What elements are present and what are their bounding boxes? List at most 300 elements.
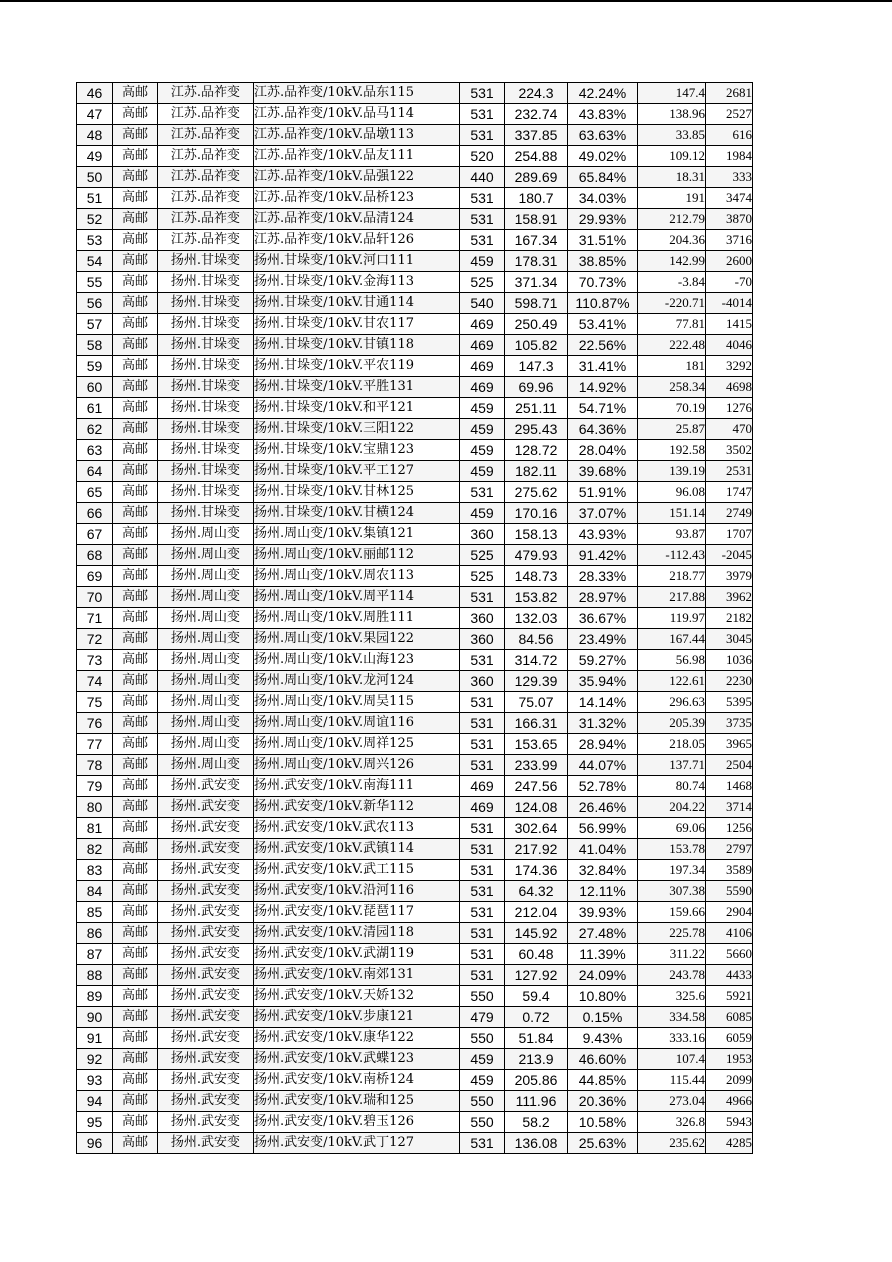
capacity-cell: 531 bbox=[460, 944, 505, 965]
substation-cell: 扬州.武安变 bbox=[158, 1028, 254, 1049]
row-number-cell: 91 bbox=[77, 1028, 113, 1049]
capacity-cell: 531 bbox=[460, 734, 505, 755]
substation-cell: 扬州.周山变 bbox=[158, 692, 254, 713]
substation-cell: 江苏.品祚变 bbox=[158, 230, 254, 251]
margin-cell: 222.48 bbox=[638, 335, 706, 356]
table-row bbox=[77, 965, 753, 986]
load-rate-cell: 43.83% bbox=[568, 104, 638, 125]
margin-cell: 142.99 bbox=[638, 251, 706, 272]
row-number-cell: 86 bbox=[77, 923, 113, 944]
district-cell: 高邮 bbox=[113, 377, 158, 398]
households-cell: 2182 bbox=[706, 608, 753, 629]
district-cell: 高邮 bbox=[113, 860, 158, 881]
substation-cell: 扬州.周山变 bbox=[158, 629, 254, 650]
district-cell: 高邮 bbox=[113, 881, 158, 902]
table-row bbox=[77, 923, 753, 944]
feeder-line-cell: 扬州.周山变/10kV.龙河124 bbox=[254, 671, 460, 692]
table-row bbox=[77, 776, 753, 797]
households-cell: 3870 bbox=[706, 209, 753, 230]
feeder-line-cell: 江苏.品祚变/10kV.品桥123 bbox=[254, 188, 460, 209]
district-cell: 高邮 bbox=[113, 944, 158, 965]
load-cell: 213.9 bbox=[505, 1049, 568, 1070]
load-rate-cell: 24.09% bbox=[568, 965, 638, 986]
table-row bbox=[77, 713, 753, 734]
capacity-cell: 469 bbox=[460, 335, 505, 356]
capacity-cell: 525 bbox=[460, 566, 505, 587]
margin-cell: 33.85 bbox=[638, 125, 706, 146]
households-cell: 2230 bbox=[706, 671, 753, 692]
substation-cell: 江苏.品祚变 bbox=[158, 125, 254, 146]
substation-cell: 扬州.甘垛变 bbox=[158, 503, 254, 524]
substation-cell: 扬州.周山变 bbox=[158, 608, 254, 629]
load-cell: 295.43 bbox=[505, 419, 568, 440]
table-row bbox=[77, 272, 753, 293]
substation-cell: 扬州.武安变 bbox=[158, 881, 254, 902]
table-row bbox=[77, 1112, 753, 1133]
margin-cell: 243.78 bbox=[638, 965, 706, 986]
table-row bbox=[77, 692, 753, 713]
table-row bbox=[77, 608, 753, 629]
row-number-cell: 65 bbox=[77, 482, 113, 503]
margin-cell: 181 bbox=[638, 356, 706, 377]
substation-cell: 江苏.品祚变 bbox=[158, 209, 254, 230]
feeder-line-cell: 扬州.武安变/10kV.武丁127 bbox=[254, 1133, 460, 1154]
feeder-line-cell: 江苏.品祚变/10kV.品墩113 bbox=[254, 125, 460, 146]
row-number-cell: 47 bbox=[77, 104, 113, 125]
row-number-cell: 72 bbox=[77, 629, 113, 650]
feeder-line-cell: 扬州.周山变/10kV.周祥125 bbox=[254, 734, 460, 755]
households-cell: 4285 bbox=[706, 1133, 753, 1154]
table-row bbox=[77, 482, 753, 503]
table-row bbox=[77, 251, 753, 272]
feeder-line-cell: 扬州.甘垛变/10kV.甘通114 bbox=[254, 293, 460, 314]
load-cell: 105.82 bbox=[505, 335, 568, 356]
margin-cell: -3.84 bbox=[638, 272, 706, 293]
load-rate-cell: 11.39% bbox=[568, 944, 638, 965]
margin-cell: 115.44 bbox=[638, 1070, 706, 1091]
households-cell: 1276 bbox=[706, 398, 753, 419]
capacity-cell: 531 bbox=[460, 755, 505, 776]
row-number-cell: 67 bbox=[77, 524, 113, 545]
load-cell: 233.99 bbox=[505, 755, 568, 776]
households-cell: 4698 bbox=[706, 377, 753, 398]
capacity-cell: 550 bbox=[460, 1112, 505, 1133]
margin-cell: 307.38 bbox=[638, 881, 706, 902]
row-number-cell: 74 bbox=[77, 671, 113, 692]
households-cell: 5943 bbox=[706, 1112, 753, 1133]
row-number-cell: 77 bbox=[77, 734, 113, 755]
feeder-line-cell: 扬州.周山变/10kV.周平114 bbox=[254, 587, 460, 608]
table-row bbox=[77, 209, 753, 230]
load-rate-cell: 0.15% bbox=[568, 1007, 638, 1028]
load-rate-cell: 26.46% bbox=[568, 797, 638, 818]
capacity-cell: 469 bbox=[460, 356, 505, 377]
households-cell: 1953 bbox=[706, 1049, 753, 1070]
district-cell: 高邮 bbox=[113, 755, 158, 776]
load-cell: 212.04 bbox=[505, 902, 568, 923]
district-cell: 高邮 bbox=[113, 986, 158, 1007]
substation-cell: 扬州.武安变 bbox=[158, 776, 254, 797]
households-cell: 3589 bbox=[706, 860, 753, 881]
district-cell: 高邮 bbox=[113, 818, 158, 839]
substation-cell: 扬州.甘垛变 bbox=[158, 482, 254, 503]
table-row bbox=[77, 755, 753, 776]
feeder-line-cell: 江苏.品祚变/10kV.品友111 bbox=[254, 146, 460, 167]
district-cell: 高邮 bbox=[113, 1091, 158, 1112]
feeder-line-cell: 扬州.周山变/10kV.周兴126 bbox=[254, 755, 460, 776]
margin-cell: 311.22 bbox=[638, 944, 706, 965]
district-cell: 高邮 bbox=[113, 503, 158, 524]
margin-cell: -220.71 bbox=[638, 293, 706, 314]
district-cell: 高邮 bbox=[113, 734, 158, 755]
substation-cell: 江苏.品祚变 bbox=[158, 146, 254, 167]
district-cell: 高邮 bbox=[113, 209, 158, 230]
capacity-cell: 459 bbox=[460, 461, 505, 482]
load-rate-cell: 28.94% bbox=[568, 734, 638, 755]
table-row bbox=[77, 734, 753, 755]
row-number-cell: 79 bbox=[77, 776, 113, 797]
table-row bbox=[77, 650, 753, 671]
feeder-line-cell: 扬州.武安变/10kV.碧玉126 bbox=[254, 1112, 460, 1133]
capacity-cell: 531 bbox=[460, 188, 505, 209]
load-rate-cell: 14.14% bbox=[568, 692, 638, 713]
capacity-cell: 550 bbox=[460, 1028, 505, 1049]
district-cell: 高邮 bbox=[113, 1007, 158, 1028]
households-cell: 1415 bbox=[706, 314, 753, 335]
table-row bbox=[77, 377, 753, 398]
margin-cell: 122.61 bbox=[638, 671, 706, 692]
district-cell: 高邮 bbox=[113, 566, 158, 587]
substation-cell: 扬州.周山变 bbox=[158, 713, 254, 734]
district-cell: 高邮 bbox=[113, 125, 158, 146]
load-rate-cell: 51.91% bbox=[568, 482, 638, 503]
district-cell: 高邮 bbox=[113, 650, 158, 671]
margin-cell: 218.05 bbox=[638, 734, 706, 755]
margin-cell: 235.62 bbox=[638, 1133, 706, 1154]
households-cell: 1256 bbox=[706, 818, 753, 839]
households-cell: 1747 bbox=[706, 482, 753, 503]
capacity-cell: 531 bbox=[460, 587, 505, 608]
households-cell: 333 bbox=[706, 167, 753, 188]
households-cell: 5660 bbox=[706, 944, 753, 965]
load-rate-cell: 31.51% bbox=[568, 230, 638, 251]
capacity-cell: 459 bbox=[460, 1049, 505, 1070]
load-cell: 51.84 bbox=[505, 1028, 568, 1049]
row-number-cell: 63 bbox=[77, 440, 113, 461]
feeder-line-cell: 扬州.武安变/10kV.武农113 bbox=[254, 818, 460, 839]
load-rate-cell: 32.84% bbox=[568, 860, 638, 881]
margin-cell: 96.08 bbox=[638, 482, 706, 503]
margin-cell: 56.98 bbox=[638, 650, 706, 671]
load-cell: 148.73 bbox=[505, 566, 568, 587]
substation-cell: 扬州.周山变 bbox=[158, 524, 254, 545]
load-cell: 250.49 bbox=[505, 314, 568, 335]
district-cell: 高邮 bbox=[113, 587, 158, 608]
margin-cell: 197.34 bbox=[638, 860, 706, 881]
capacity-cell: 459 bbox=[460, 440, 505, 461]
capacity-cell: 531 bbox=[460, 230, 505, 251]
load-cell: 205.86 bbox=[505, 1070, 568, 1091]
load-cell: 302.64 bbox=[505, 818, 568, 839]
feeder-line-cell: 扬州.周山变/10kV.周胜111 bbox=[254, 608, 460, 629]
households-cell: 2099 bbox=[706, 1070, 753, 1091]
row-number-cell: 62 bbox=[77, 419, 113, 440]
margin-cell: 334.58 bbox=[638, 1007, 706, 1028]
capacity-cell: 531 bbox=[460, 860, 505, 881]
margin-cell: 70.19 bbox=[638, 398, 706, 419]
load-cell: 69.96 bbox=[505, 377, 568, 398]
district-cell: 高邮 bbox=[113, 1049, 158, 1070]
substation-cell: 扬州.甘垛变 bbox=[158, 293, 254, 314]
load-cell: 224.3 bbox=[505, 83, 568, 104]
load-cell: 136.08 bbox=[505, 1133, 568, 1154]
margin-cell: 119.97 bbox=[638, 608, 706, 629]
substation-cell: 扬州.武安变 bbox=[158, 986, 254, 1007]
load-rate-cell: 52.78% bbox=[568, 776, 638, 797]
capacity-cell: 360 bbox=[460, 629, 505, 650]
load-cell: 58.2 bbox=[505, 1112, 568, 1133]
load-cell: 167.34 bbox=[505, 230, 568, 251]
capacity-cell: 531 bbox=[460, 482, 505, 503]
households-cell: 470 bbox=[706, 419, 753, 440]
feeder-line-cell: 扬州.武安变/10kV.瑞和125 bbox=[254, 1091, 460, 1112]
row-number-cell: 85 bbox=[77, 902, 113, 923]
feeder-line-cell: 扬州.周山变/10kV.周农113 bbox=[254, 566, 460, 587]
margin-cell: 333.16 bbox=[638, 1028, 706, 1049]
substation-cell: 扬州.武安变 bbox=[158, 1007, 254, 1028]
load-cell: 247.56 bbox=[505, 776, 568, 797]
load-cell: 178.31 bbox=[505, 251, 568, 272]
feeder-line-cell: 江苏.品祚变/10kV.品强122 bbox=[254, 167, 460, 188]
row-number-cell: 58 bbox=[77, 335, 113, 356]
margin-cell: 151.14 bbox=[638, 503, 706, 524]
feeder-line-cell: 扬州.武安变/10kV.清园118 bbox=[254, 923, 460, 944]
feeder-line-cell: 扬州.甘垛变/10kV.宝鼎123 bbox=[254, 440, 460, 461]
table-row bbox=[77, 146, 753, 167]
margin-cell: 147.4 bbox=[638, 83, 706, 104]
table-row bbox=[77, 860, 753, 881]
feeder-line-cell: 扬州.武安变/10kV.步康121 bbox=[254, 1007, 460, 1028]
load-rate-cell: 29.93% bbox=[568, 209, 638, 230]
load-rate-cell: 46.60% bbox=[568, 1049, 638, 1070]
feeder-line-cell: 扬州.甘垛变/10kV.和平121 bbox=[254, 398, 460, 419]
table-row bbox=[77, 335, 753, 356]
district-cell: 高邮 bbox=[113, 83, 158, 104]
district-cell: 高邮 bbox=[113, 146, 158, 167]
capacity-cell: 520 bbox=[460, 146, 505, 167]
capacity-cell: 360 bbox=[460, 671, 505, 692]
table-row bbox=[77, 881, 753, 902]
margin-cell: 258.34 bbox=[638, 377, 706, 398]
district-cell: 高邮 bbox=[113, 1070, 158, 1091]
row-number-cell: 70 bbox=[77, 587, 113, 608]
row-number-cell: 54 bbox=[77, 251, 113, 272]
table-row bbox=[77, 587, 753, 608]
district-cell: 高邮 bbox=[113, 1133, 158, 1154]
feeder-line-cell: 江苏.品祚变/10kV.品东115 bbox=[254, 83, 460, 104]
households-cell: 2904 bbox=[706, 902, 753, 923]
feeder-line-cell: 扬州.武安变/10kV.武湖119 bbox=[254, 944, 460, 965]
load-cell: 170.16 bbox=[505, 503, 568, 524]
load-rate-cell: 20.36% bbox=[568, 1091, 638, 1112]
table-row bbox=[77, 440, 753, 461]
load-cell: 147.3 bbox=[505, 356, 568, 377]
load-rate-cell: 44.07% bbox=[568, 755, 638, 776]
load-cell: 84.56 bbox=[505, 629, 568, 650]
row-number-cell: 96 bbox=[77, 1133, 113, 1154]
load-cell: 59.4 bbox=[505, 986, 568, 1007]
row-number-cell: 78 bbox=[77, 755, 113, 776]
margin-cell: 153.78 bbox=[638, 839, 706, 860]
margin-cell: 77.81 bbox=[638, 314, 706, 335]
row-number-cell: 53 bbox=[77, 230, 113, 251]
substation-cell: 扬州.武安变 bbox=[158, 1133, 254, 1154]
feeder-line-cell: 扬州.武安变/10kV.武工115 bbox=[254, 860, 460, 881]
margin-cell: 325.6 bbox=[638, 986, 706, 1007]
load-rate-cell: 28.04% bbox=[568, 440, 638, 461]
substation-cell: 江苏.品祚变 bbox=[158, 83, 254, 104]
capacity-cell: 531 bbox=[460, 83, 505, 104]
margin-cell: 218.77 bbox=[638, 566, 706, 587]
load-cell: 232.74 bbox=[505, 104, 568, 125]
table-row bbox=[77, 293, 753, 314]
load-cell: 251.11 bbox=[505, 398, 568, 419]
load-rate-cell: 31.41% bbox=[568, 356, 638, 377]
row-number-cell: 81 bbox=[77, 818, 113, 839]
table-row bbox=[77, 902, 753, 923]
substation-cell: 江苏.品祚变 bbox=[158, 188, 254, 209]
load-rate-cell: 25.63% bbox=[568, 1133, 638, 1154]
substation-cell: 扬州.武安变 bbox=[158, 944, 254, 965]
capacity-cell: 531 bbox=[460, 965, 505, 986]
row-number-cell: 52 bbox=[77, 209, 113, 230]
district-cell: 高邮 bbox=[113, 545, 158, 566]
load-rate-cell: 14.92% bbox=[568, 377, 638, 398]
row-number-cell: 59 bbox=[77, 356, 113, 377]
capacity-cell: 531 bbox=[460, 104, 505, 125]
table-row bbox=[77, 125, 753, 146]
substation-cell: 扬州.周山变 bbox=[158, 566, 254, 587]
table-row bbox=[77, 944, 753, 965]
row-number-cell: 84 bbox=[77, 881, 113, 902]
substation-cell: 扬州.武安变 bbox=[158, 965, 254, 986]
capacity-cell: 550 bbox=[460, 986, 505, 1007]
substation-cell: 扬州.武安变 bbox=[158, 797, 254, 818]
table-row bbox=[77, 1007, 753, 1028]
feeder-line-cell: 江苏.品祚变/10kV.品马114 bbox=[254, 104, 460, 125]
row-number-cell: 89 bbox=[77, 986, 113, 1007]
district-cell: 高邮 bbox=[113, 797, 158, 818]
table-row bbox=[77, 818, 753, 839]
load-rate-cell: 37.07% bbox=[568, 503, 638, 524]
margin-cell: 191 bbox=[638, 188, 706, 209]
households-cell: 4046 bbox=[706, 335, 753, 356]
capacity-cell: 531 bbox=[460, 881, 505, 902]
capacity-cell: 479 bbox=[460, 1007, 505, 1028]
households-cell: 1036 bbox=[706, 650, 753, 671]
feeder-line-cell: 扬州.武安变/10kV.武镇114 bbox=[254, 839, 460, 860]
district-cell: 高邮 bbox=[113, 104, 158, 125]
table-row bbox=[77, 566, 753, 587]
load-rate-cell: 12.11% bbox=[568, 881, 638, 902]
row-number-cell: 48 bbox=[77, 125, 113, 146]
substation-cell: 扬州.武安变 bbox=[158, 860, 254, 881]
load-cell: 275.62 bbox=[505, 482, 568, 503]
district-cell: 高邮 bbox=[113, 608, 158, 629]
table-row bbox=[77, 839, 753, 860]
load-rate-cell: 10.80% bbox=[568, 986, 638, 1007]
load-cell: 158.13 bbox=[505, 524, 568, 545]
substation-cell: 扬州.甘垛变 bbox=[158, 461, 254, 482]
capacity-cell: 550 bbox=[460, 1091, 505, 1112]
load-rate-cell: 70.73% bbox=[568, 272, 638, 293]
load-rate-cell: 36.67% bbox=[568, 608, 638, 629]
capacity-cell: 531 bbox=[460, 1133, 505, 1154]
households-cell: 5921 bbox=[706, 986, 753, 1007]
load-rate-cell: 56.99% bbox=[568, 818, 638, 839]
substation-cell: 扬州.周山变 bbox=[158, 755, 254, 776]
table-row bbox=[77, 1028, 753, 1049]
capacity-cell: 525 bbox=[460, 545, 505, 566]
load-cell: 127.92 bbox=[505, 965, 568, 986]
households-cell: 3979 bbox=[706, 566, 753, 587]
capacity-cell: 459 bbox=[460, 419, 505, 440]
feeder-line-cell: 扬州.武安变/10kV.沿河116 bbox=[254, 881, 460, 902]
margin-cell: 159.66 bbox=[638, 902, 706, 923]
margin-cell: 107.4 bbox=[638, 1049, 706, 1070]
substation-cell: 扬州.甘垛变 bbox=[158, 356, 254, 377]
row-number-cell: 82 bbox=[77, 839, 113, 860]
substation-cell: 扬州.周山变 bbox=[158, 671, 254, 692]
households-cell: 2749 bbox=[706, 503, 753, 524]
feeder-line-cell: 扬州.武安变/10kV.新华112 bbox=[254, 797, 460, 818]
load-cell: 371.34 bbox=[505, 272, 568, 293]
feeder-line-cell: 扬州.甘垛变/10kV.甘林125 bbox=[254, 482, 460, 503]
substation-cell: 扬州.周山变 bbox=[158, 587, 254, 608]
capacity-cell: 459 bbox=[460, 398, 505, 419]
substation-cell: 扬州.武安变 bbox=[158, 1112, 254, 1133]
load-rate-cell: 49.02% bbox=[568, 146, 638, 167]
margin-cell: 18.31 bbox=[638, 167, 706, 188]
margin-cell: 225.78 bbox=[638, 923, 706, 944]
capacity-cell: 440 bbox=[460, 167, 505, 188]
load-rate-cell: 9.43% bbox=[568, 1028, 638, 1049]
table-row bbox=[77, 461, 753, 482]
load-rate-cell: 35.94% bbox=[568, 671, 638, 692]
feeder-line-cell: 扬州.周山变/10kV.周谊116 bbox=[254, 713, 460, 734]
margin-cell: 296.63 bbox=[638, 692, 706, 713]
district-cell: 高邮 bbox=[113, 272, 158, 293]
households-cell: 3292 bbox=[706, 356, 753, 377]
margin-cell: 326.8 bbox=[638, 1112, 706, 1133]
load-rate-cell: 44.85% bbox=[568, 1070, 638, 1091]
margin-cell: 212.79 bbox=[638, 209, 706, 230]
load-rate-cell: 64.36% bbox=[568, 419, 638, 440]
table-row bbox=[77, 545, 753, 566]
feeder-line-cell: 扬州.周山变/10kV.果园122 bbox=[254, 629, 460, 650]
households-cell: 2681 bbox=[706, 83, 753, 104]
table-row bbox=[77, 104, 753, 125]
row-number-cell: 88 bbox=[77, 965, 113, 986]
feeder-line-cell: 扬州.周山变/10kV.集镇121 bbox=[254, 524, 460, 545]
table-row bbox=[77, 314, 753, 335]
load-rate-cell: 31.32% bbox=[568, 713, 638, 734]
table-row bbox=[77, 629, 753, 650]
capacity-cell: 531 bbox=[460, 125, 505, 146]
feeder-line-cell: 江苏.品祚变/10kV.品轩126 bbox=[254, 230, 460, 251]
substation-cell: 扬州.甘垛变 bbox=[158, 314, 254, 335]
feeder-line-cell: 扬州.甘垛变/10kV.平农119 bbox=[254, 356, 460, 377]
